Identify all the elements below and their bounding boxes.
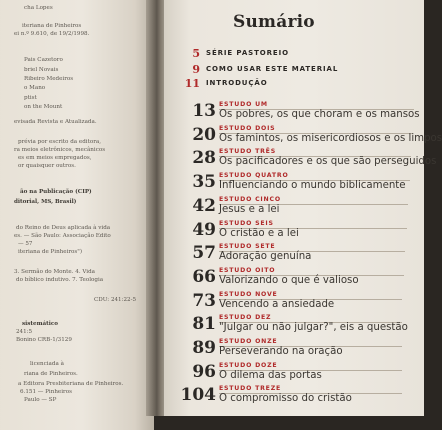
copyright-line: — 57 <box>18 241 33 247</box>
copyright-line: iteriana de Pinheiros") <box>18 249 83 255</box>
study-page-number: 57 <box>192 243 216 264</box>
study-label: ESTUDO UM <box>219 101 268 108</box>
study-label: ESTUDO DOZE <box>219 361 278 369</box>
copyright-line: es. — São Paulo: Associação Edito <box>14 233 111 239</box>
study-page-number: 28 <box>192 148 216 169</box>
study-label: ESTUDO ONZE <box>219 338 278 345</box>
copyright-line: licenciada à <box>30 361 64 367</box>
copyright-line: Ribeiro Medeiros <box>24 76 74 82</box>
study-page-number: 13 <box>192 101 216 121</box>
copyright-line: ditorial, MS, Brasil) <box>14 199 77 205</box>
study-page-number: 49 <box>192 219 216 240</box>
copyright-line: evisada Revista e Atualizada. <box>14 119 97 125</box>
study-title: Os pacificadores e os que são perseguidos <box>219 156 437 168</box>
page-title: Sumário <box>233 12 315 32</box>
study-page-number: 73 <box>192 290 216 311</box>
study-page-number: 35 <box>192 172 216 193</box>
study-page-number: 96 <box>192 361 216 382</box>
copyright-line: do Reino de Deus aplicada à vida <box>16 225 111 231</box>
front-matter-label: COMO USAR ESTE MATERIAL <box>206 65 339 73</box>
copyright-line: o Mano <box>24 85 46 91</box>
copyright-line: 6.151 — Pinheiros <box>20 389 72 395</box>
copyright-line: sistemático <box>22 321 58 327</box>
study-title: Os pobres, os que choram e os mansos <box>219 109 420 120</box>
study-page-number: 66 <box>192 266 216 287</box>
copyright-line: ão na Publicação (CIP) <box>20 189 92 195</box>
study-label: ESTUDO DEZ <box>219 314 272 322</box>
study-page-number: 104 <box>180 385 216 406</box>
copyright-line: riana de Pinheiros. <box>24 371 78 377</box>
study-title: Adoração genuína <box>219 251 312 263</box>
study-title: Perseverando na oração <box>219 346 343 357</box>
copyright-line: ptist <box>24 95 37 101</box>
study-title: Jesus e a lei <box>219 203 280 215</box>
copyright-line: iteriana de Pinheiros <box>22 23 82 29</box>
copyright-line: ei n.º 9.610, de 19/2/1998. <box>14 31 90 37</box>
study-page-number: 42 <box>192 195 216 216</box>
front-matter-label: SÉRIE PASTOREIO <box>206 49 289 57</box>
front-matter-page-number: 5 <box>192 47 200 60</box>
copyright-line: es em meios empregados, <box>18 155 92 161</box>
copyright-line: Pais Cazetoro <box>24 57 63 63</box>
study-title: Influenciando o mundo biblicamente <box>219 180 406 192</box>
study-label: ESTUDO CINCO <box>219 195 281 203</box>
copyright-line: Bonino CRB-1/3129 <box>16 337 72 343</box>
study-title: "Julgar ou não julgar?", eis a questão <box>219 322 408 334</box>
study-title: Os famintos, os misericordiosos e os limpos <box>219 132 442 144</box>
front-matter-page-number: 9 <box>192 63 200 76</box>
study-label: ESTUDO TRÊS <box>219 148 276 156</box>
copyright-line: briel Novais <box>24 67 59 73</box>
study-title: O dilema das portas <box>219 369 322 381</box>
study-label: ESTUDO SEIS <box>219 219 274 227</box>
copyright-line: Paulo — SP <box>24 397 57 403</box>
copyright-line: prévia por escrito da editora, <box>18 139 101 145</box>
study-title: Valorizando o que é valioso <box>219 274 359 286</box>
copyright-line: CDU: 241:22-5 <box>94 297 137 303</box>
study-page-number: 89 <box>192 338 216 358</box>
study-title: O cristão e a lei <box>219 227 299 239</box>
left-page-copyright <box>0 0 154 430</box>
copyright-line: cha Lopes <box>24 5 53 11</box>
copyright-line: 3. Sermão do Monte. 4. Vida <box>14 269 96 275</box>
study-label: ESTUDO SETE <box>219 243 276 251</box>
front-matter-page-number: 11 <box>184 77 200 90</box>
study-title: Vencendo a ansiedade <box>219 298 335 310</box>
study-page-number: 81 <box>192 314 216 335</box>
front-matter-label: INTRODUÇÃO <box>206 79 268 87</box>
copyright-line: or quaisquer outros. <box>18 163 76 169</box>
copyright-line: on the Mount <box>24 104 63 110</box>
copyright-line: ra meios eletrônicos, mecânicos <box>14 147 106 153</box>
study-label: ESTUDO OITO <box>219 266 276 274</box>
study-label: ESTUDO DOIS <box>219 124 276 132</box>
study-page-number: 20 <box>192 124 216 145</box>
right-page-contents <box>164 0 442 416</box>
copyright-line: a Editora Presbiteriana de Pinheiros. <box>18 381 124 387</box>
study-title: O compromisso do cristão <box>219 393 352 405</box>
study-label: ESTUDO QUATRO <box>219 172 289 180</box>
copyright-line: do bíblico indutivo. 7. Teologia <box>16 277 104 283</box>
study-label: ESTUDO NOVE <box>219 290 278 298</box>
study-label: ESTUDO TREZE <box>219 385 282 393</box>
copyright-line: 241:5 <box>16 329 33 335</box>
